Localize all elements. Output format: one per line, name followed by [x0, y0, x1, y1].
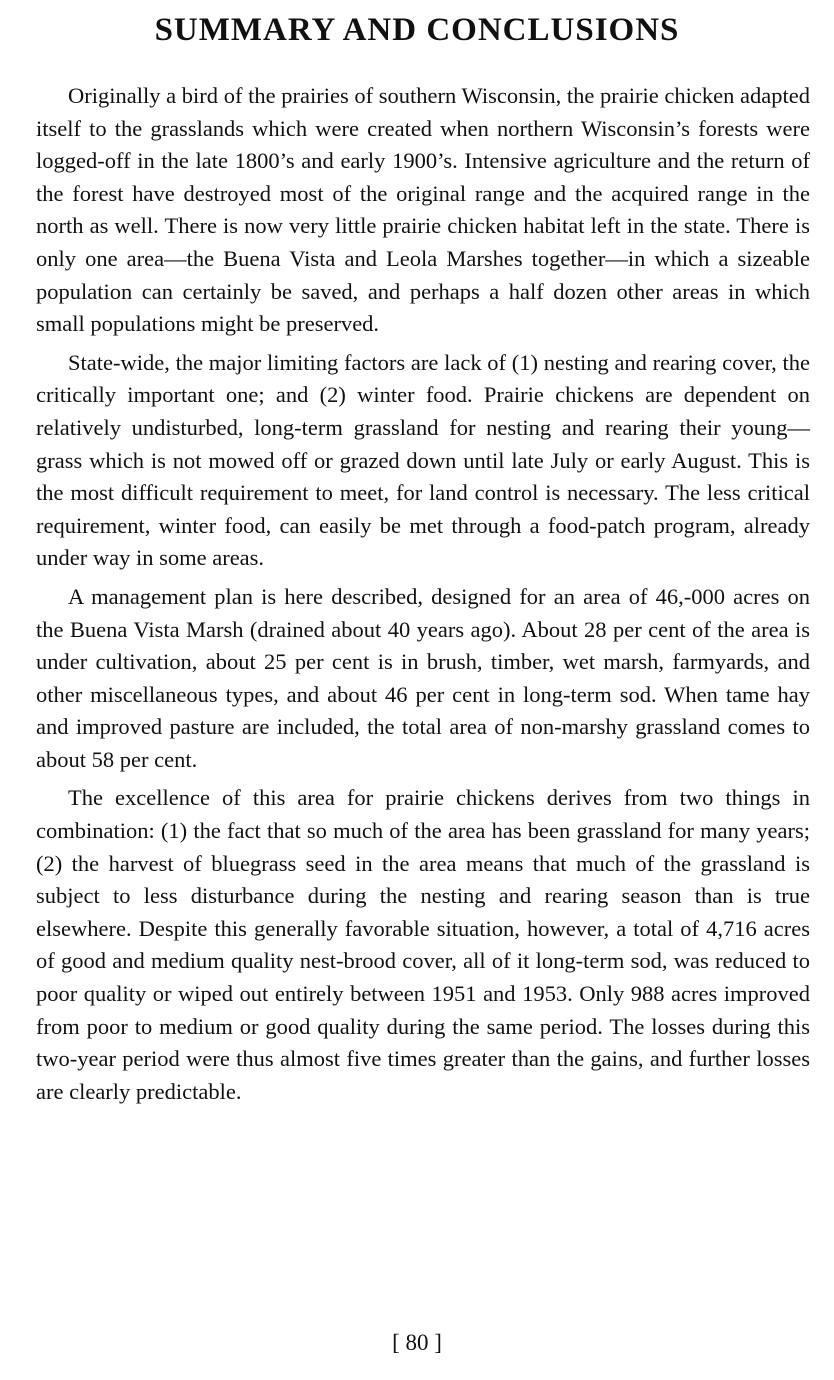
paragraph-limiting-factors: State-wide, the major limiting factors are lack of (1) nesting and rearing cover, the critically important one; and (2) winter food. Prairie chickens are dependent on relatively undisturbed, long-term grassland for nesting and rearing their young—grass which is not mowed off or grazed down until late July or early August. This is the most difficult requirement to meet, for land control is necessary. The less critical requirement, winter food, can easily be met through a food-patch program, already under way in some areas.	[36, 349, 810, 571]
paragraph-management-plan: A management plan is here described, designed for an area of 46,-000 acres on the Buena Vista Marsh (drained about 40 years ago). About 28 per cent of the area is under cultivation, about 25 per cent is in brush, timber, wet marsh, farmyards, and other miscellaneous types, and about 46 per cent in long-term sod. When tame hay and improved pasture are included, the total area of non-marshy grassland comes to about 58 per cent.	[36, 583, 810, 772]
paragraph-range-history: Originally a bird of the prairies of southern Wisconsin, the prairie chicken adapted itself to the grasslands which were created when northern Wisconsin’s forests were logged-off in the late 1800’s and early 1900’s. Intensive agriculture and the return of the forest have destroyed most of the original range and the acquired range in the north as well. There is now very little prairie chicken habitat left in the state. There is only one area—the Buena Vista and Leola Marshes together—in which a sizeable population can certainly be saved, and perhaps a half dozen other areas in which small populations might be preserved.	[36, 83, 810, 337]
page-title: SUMMARY AND CONCLUSIONS	[154, 12, 680, 48]
page-number: [ 80 ]	[392, 1330, 442, 1355]
paragraph-habitat-losses: The excellence of this area for prairie chickens derives from two things in combination: (1) the fact that so much of the area has been grassland for many years; (2) the harvest of bluegrass seed in the area means that much of the grassland is subject to less disturbance during the nesting and rearing season than is true elsewhere. Despite this generally favorable situation, however, a total of 4,716 acres of good and medium quality nest-brood cover, all of it long-term sod, was reduced to poor quality or wiped out entirely between 1951 and 1953. Only 988 acres improved from poor to medium or good quality during the same period. The losses during this two-year period were thus almost five times greater than the gains, and further losses are clearly predictable.	[36, 785, 810, 1104]
body-text	[36, 80, 810, 1114]
